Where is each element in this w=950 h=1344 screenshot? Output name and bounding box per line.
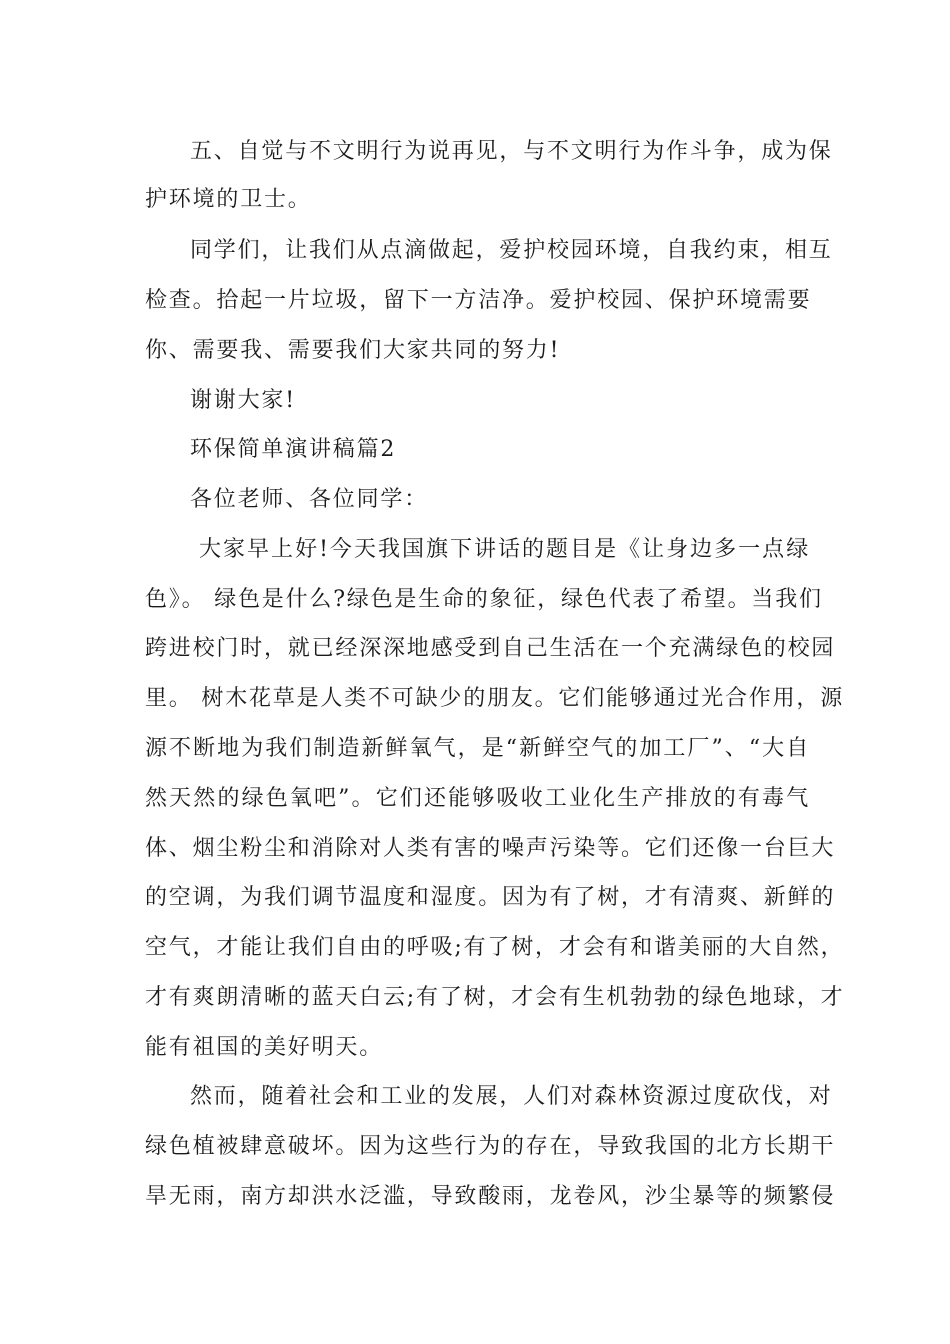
paragraph-line: 色》。 绿色是什么?绿色是生命的象征，绿色代表了希望。当我们	[145, 587, 823, 612]
paragraph-line: 检查。拾起一片垃圾，留下一方洁净。爱护校园、保护环境需要	[145, 288, 812, 313]
paragraph-line: 体、烟尘粉尘和消除对人类有害的噪声污染等。它们还像一台巨大	[145, 836, 836, 861]
paragraph-line: 谢谢大家!	[190, 388, 296, 413]
paragraph-line: 能有祖国的美好明天。	[145, 1035, 384, 1060]
paragraph-line: 的空调，为我们调节温度和湿度。因为有了树，才有清爽、新鲜的	[145, 885, 836, 910]
paragraph-line: 护环境的卫士。	[145, 187, 312, 212]
paragraph-line: 同学们，让我们从点滴做起，爱护校园环境，自我约束，相互	[190, 238, 833, 263]
paragraph-line: 才有爽朗清晰的蓝天白云;有了树，才会有生机勃勃的绿色地球，才	[145, 985, 845, 1010]
section-heading: 环保简单演讲稿篇2	[190, 437, 397, 462]
paragraph-line: 源不断地为我们制造新鲜氧气，是“新鲜空气的加工厂”、“大自	[145, 736, 810, 761]
paragraph-line: 空气，才能让我们自由的呼吸;有了树，才会有和谐美丽的大自然，	[145, 935, 845, 960]
paragraph-line: 旱无雨，南方却洪水泛滥，导致酸雨，龙卷风，沙尘暴等的频繁侵	[145, 1184, 836, 1209]
paragraph-line: 五、自觉与不文明行为说再见，与不文明行为作斗争，成为保	[190, 139, 833, 164]
paragraph-line: 然天然的绿色氧吧”。它们还能够吸收工业化生产排放的有毒气	[145, 786, 810, 811]
paragraph-line: 然而，随着社会和工业的发展，人们对森林资源过度砍伐，对	[190, 1084, 833, 1109]
paragraph-line: 大家早上好!今天我国旗下讲话的题目是《让身边多一点绿	[190, 537, 810, 562]
paragraph-line: 绿色植被肆意破坏。因为这些行为的存在，导致我国的北方长期干	[145, 1134, 836, 1159]
paragraph-line: 你、需要我、需要我们大家共同的努力!	[145, 338, 561, 363]
paragraph-line: 跨进校门时，就已经深深地感受到自己生活在一个充满绿色的校园	[145, 636, 836, 661]
salutation: 各位老师、各位同学：	[190, 487, 429, 512]
paragraph-line: 里。 树木花草是人类不可缺少的朋友。它们能够通过光合作用，源	[145, 686, 844, 711]
